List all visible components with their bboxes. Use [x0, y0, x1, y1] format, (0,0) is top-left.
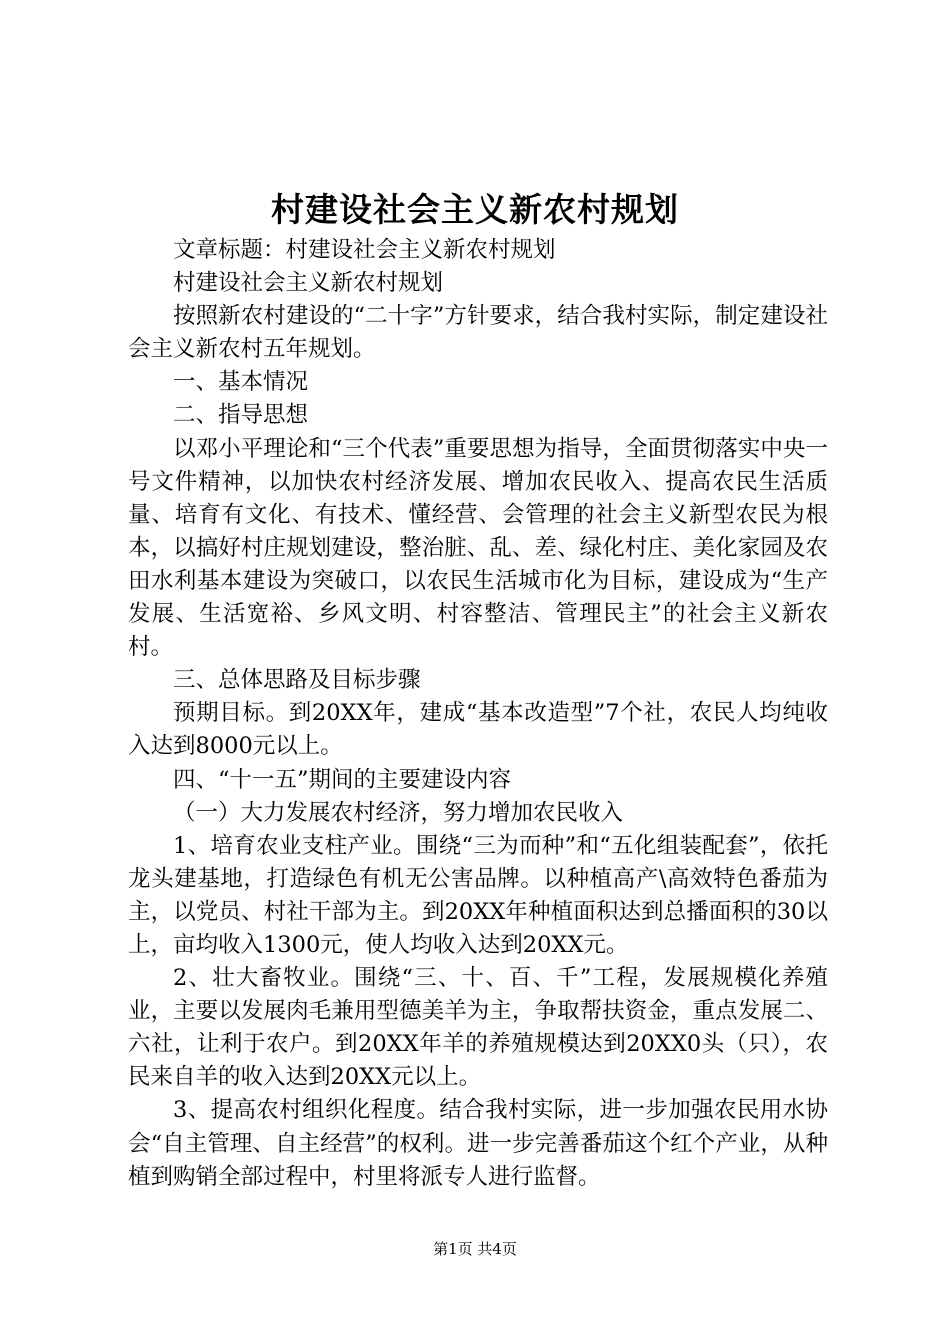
- heading-basic-situation: 一、基本情况: [173, 369, 309, 396]
- paragraph-item-3: 3、提高农村组织化程度。结合我村实际，进一步加强农民用水协会“自主管理、自主经营”的权利。进一步完善番茄这个红个产业，从种植到购销全部过程中，村里将派专人进行监督。: [128, 1097, 828, 1190]
- paragraph-guiding-thought: 以邓小平理论和“三个代表”重要思想为指导，全面贯彻落实中央一号文件精神，以加快农村经济发展、增加农民收入、提高农民生活质量、培育有文化、有技术、懂经营、会管理的社会主义新型农民为根本，以搞好村庄规划建设，整治脏、乱、差、绿化村庄、美化家园及农田水利基本建设为突破口，以农民生活城市化为目标，建设成为“生产发展、生活宽裕、乡风文明、村容整洁、管理民主”的社会主义新农村。: [128, 435, 828, 661]
- heading-overall-approach: 三、总体思路及目标步骤: [173, 667, 421, 694]
- heading-guiding-thought: 二、指导思想: [173, 402, 309, 429]
- paragraph-intro: 按照新农村建设的“二十字”方针要求，结合我村实际，制定建设社会主义新农村五年规划。: [128, 303, 828, 363]
- heading-rural-economy: （一）大力发展农村经济，努力增加农民收入: [173, 799, 624, 826]
- paragraph-article-title: 文章标题：村建设社会主义新农村规划: [173, 237, 556, 263]
- paragraph-subtitle: 村建设社会主义新农村规划: [173, 270, 444, 297]
- paragraph-item-2: 2、壮大畜牧业。围绕“三、十、百、千”工程，发展规模化养殖业，主要以发展肉毛兼用型德美羊为主，争取帮扶资金，重点发展二、六社，让利于农户。到20XX年羊的养殖规模达到20XX0头（只），农民来自羊的收入达到20XX元以上。: [128, 965, 828, 1091]
- heading-main-content: 四、“十一五”期间的主要建设内容: [173, 766, 512, 793]
- paragraph-item-1: 1、培育农业支柱产业。围绕“三为而种”和“五化组装配套”，依托龙头建基地，打造绿色有机无公害品牌。以种植高产\高效特色番茄为主，以党员、村社干部为主。到20XX年种植面积达到总播面积的30以上，亩均收入1300元，使人均收入达到20XX元。: [128, 832, 828, 958]
- document-title: 村建设社会主义新农村规划: [271, 190, 679, 229]
- page-footer: 第1页 共4页: [433, 1240, 517, 1258]
- document-body: [128, 234, 828, 1194]
- paragraph-expected-goal: 预期目标。到20XX年，建成“基本改造型”7个社，农民人均纯收入达到8000元以上。: [128, 700, 828, 760]
